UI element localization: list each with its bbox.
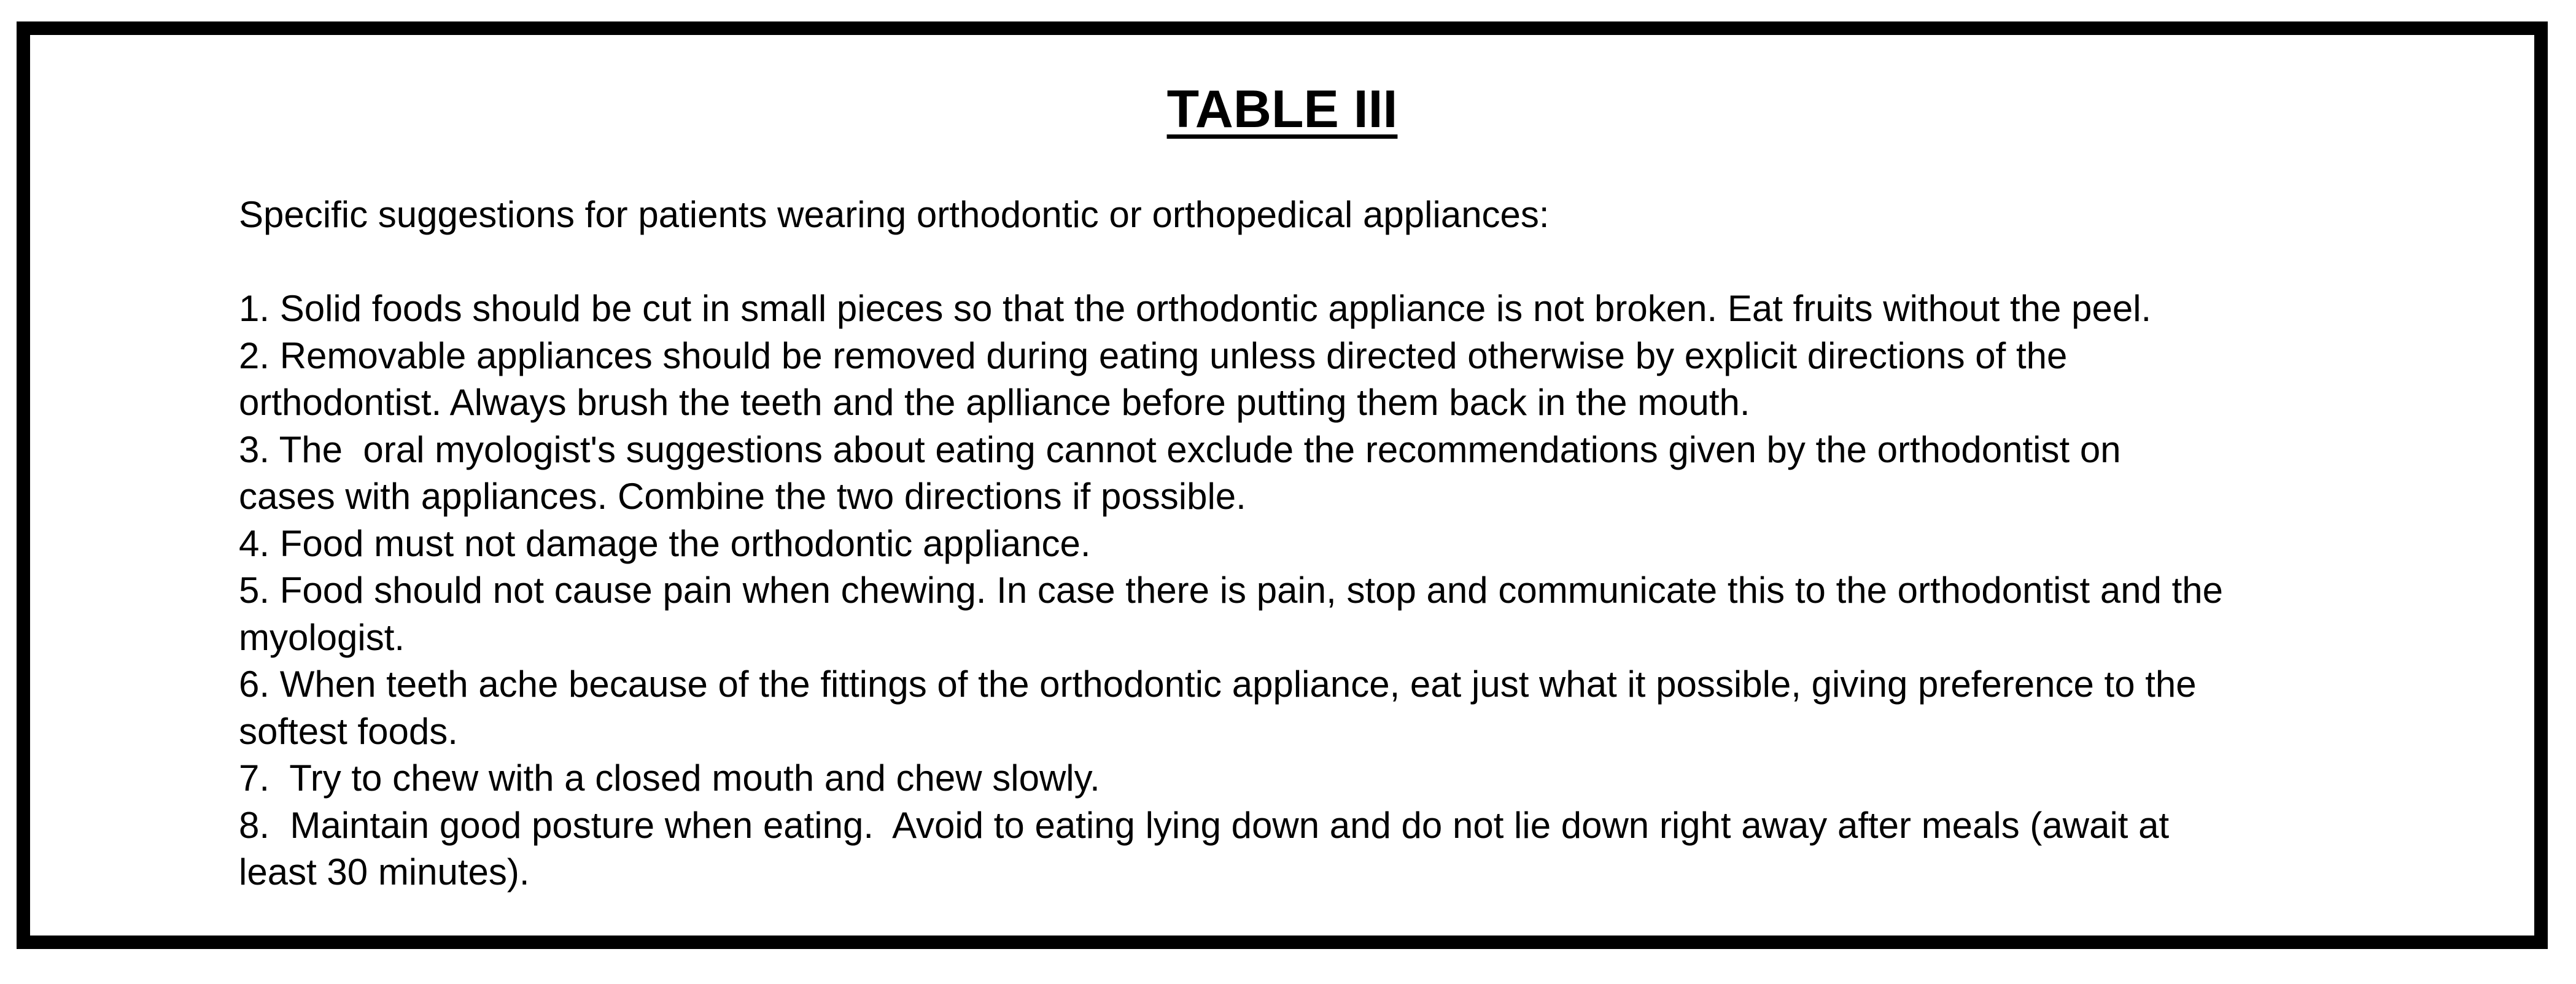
list-item-line: 7. Try to chew with a closed mouth and chew slowly. [239, 757, 1100, 799]
list-item [239, 661, 2510, 755]
list-item [239, 521, 2510, 568]
list-item-line: cases with appliances. Combine the two directions if possible. [239, 476, 1246, 517]
suggestions-body [239, 192, 2510, 896]
table-frame [17, 21, 2548, 949]
table-title: TABLE III [1166, 80, 1398, 139]
list-item-line: softest foods. [239, 710, 458, 752]
suggestions-list [239, 285, 2510, 896]
list-item-line: 1. Solid foods should be cut in small pieces so that the orthodontic appliance is not broken. Eat fruits without the peel. [239, 288, 2152, 329]
list-item [239, 285, 2510, 333]
list-item-line: orthodontist. Always brush the teeth and the aplliance before putting them back in the mouth. [239, 382, 1750, 423]
list-item-line: 2. Removable appliances should be removed during eating unless directed otherwise by explicit directions of the [239, 335, 2068, 376]
list-item-line: 6. When teeth ache because of the fittings of the orthodontic appliance, eat just what it possible, giving preference to the [239, 664, 2197, 705]
list-item [239, 333, 2510, 427]
list-item-line: 4. Food must not damage the orthodontic appliance. [239, 522, 1091, 564]
list-item-line: 3. The oral myologist's suggestions about eating cannot exclude the recommendations given by the orthodontist on [239, 428, 2121, 470]
paragraph-spacer [239, 239, 2510, 286]
list-item [239, 567, 2510, 661]
list-item [239, 427, 2510, 521]
list-item-line: least 30 minutes). [239, 851, 530, 893]
list-item-line: 5. Food should not cause pain when chewing. In case there is pain, stop and communicate this to the orthodontist and the [239, 570, 2224, 611]
list-item-line: myologist. [239, 616, 405, 658]
list-item-line: 8. Maintain good posture when eating. Avoid to eating lying down and do not lie down right away after meals (await at [239, 804, 2170, 846]
list-item [239, 755, 2510, 802]
list-item [239, 802, 2510, 896]
intro-text: Specific suggestions for patients wearing orthodontic or orthopedical appliances: [239, 194, 1550, 235]
